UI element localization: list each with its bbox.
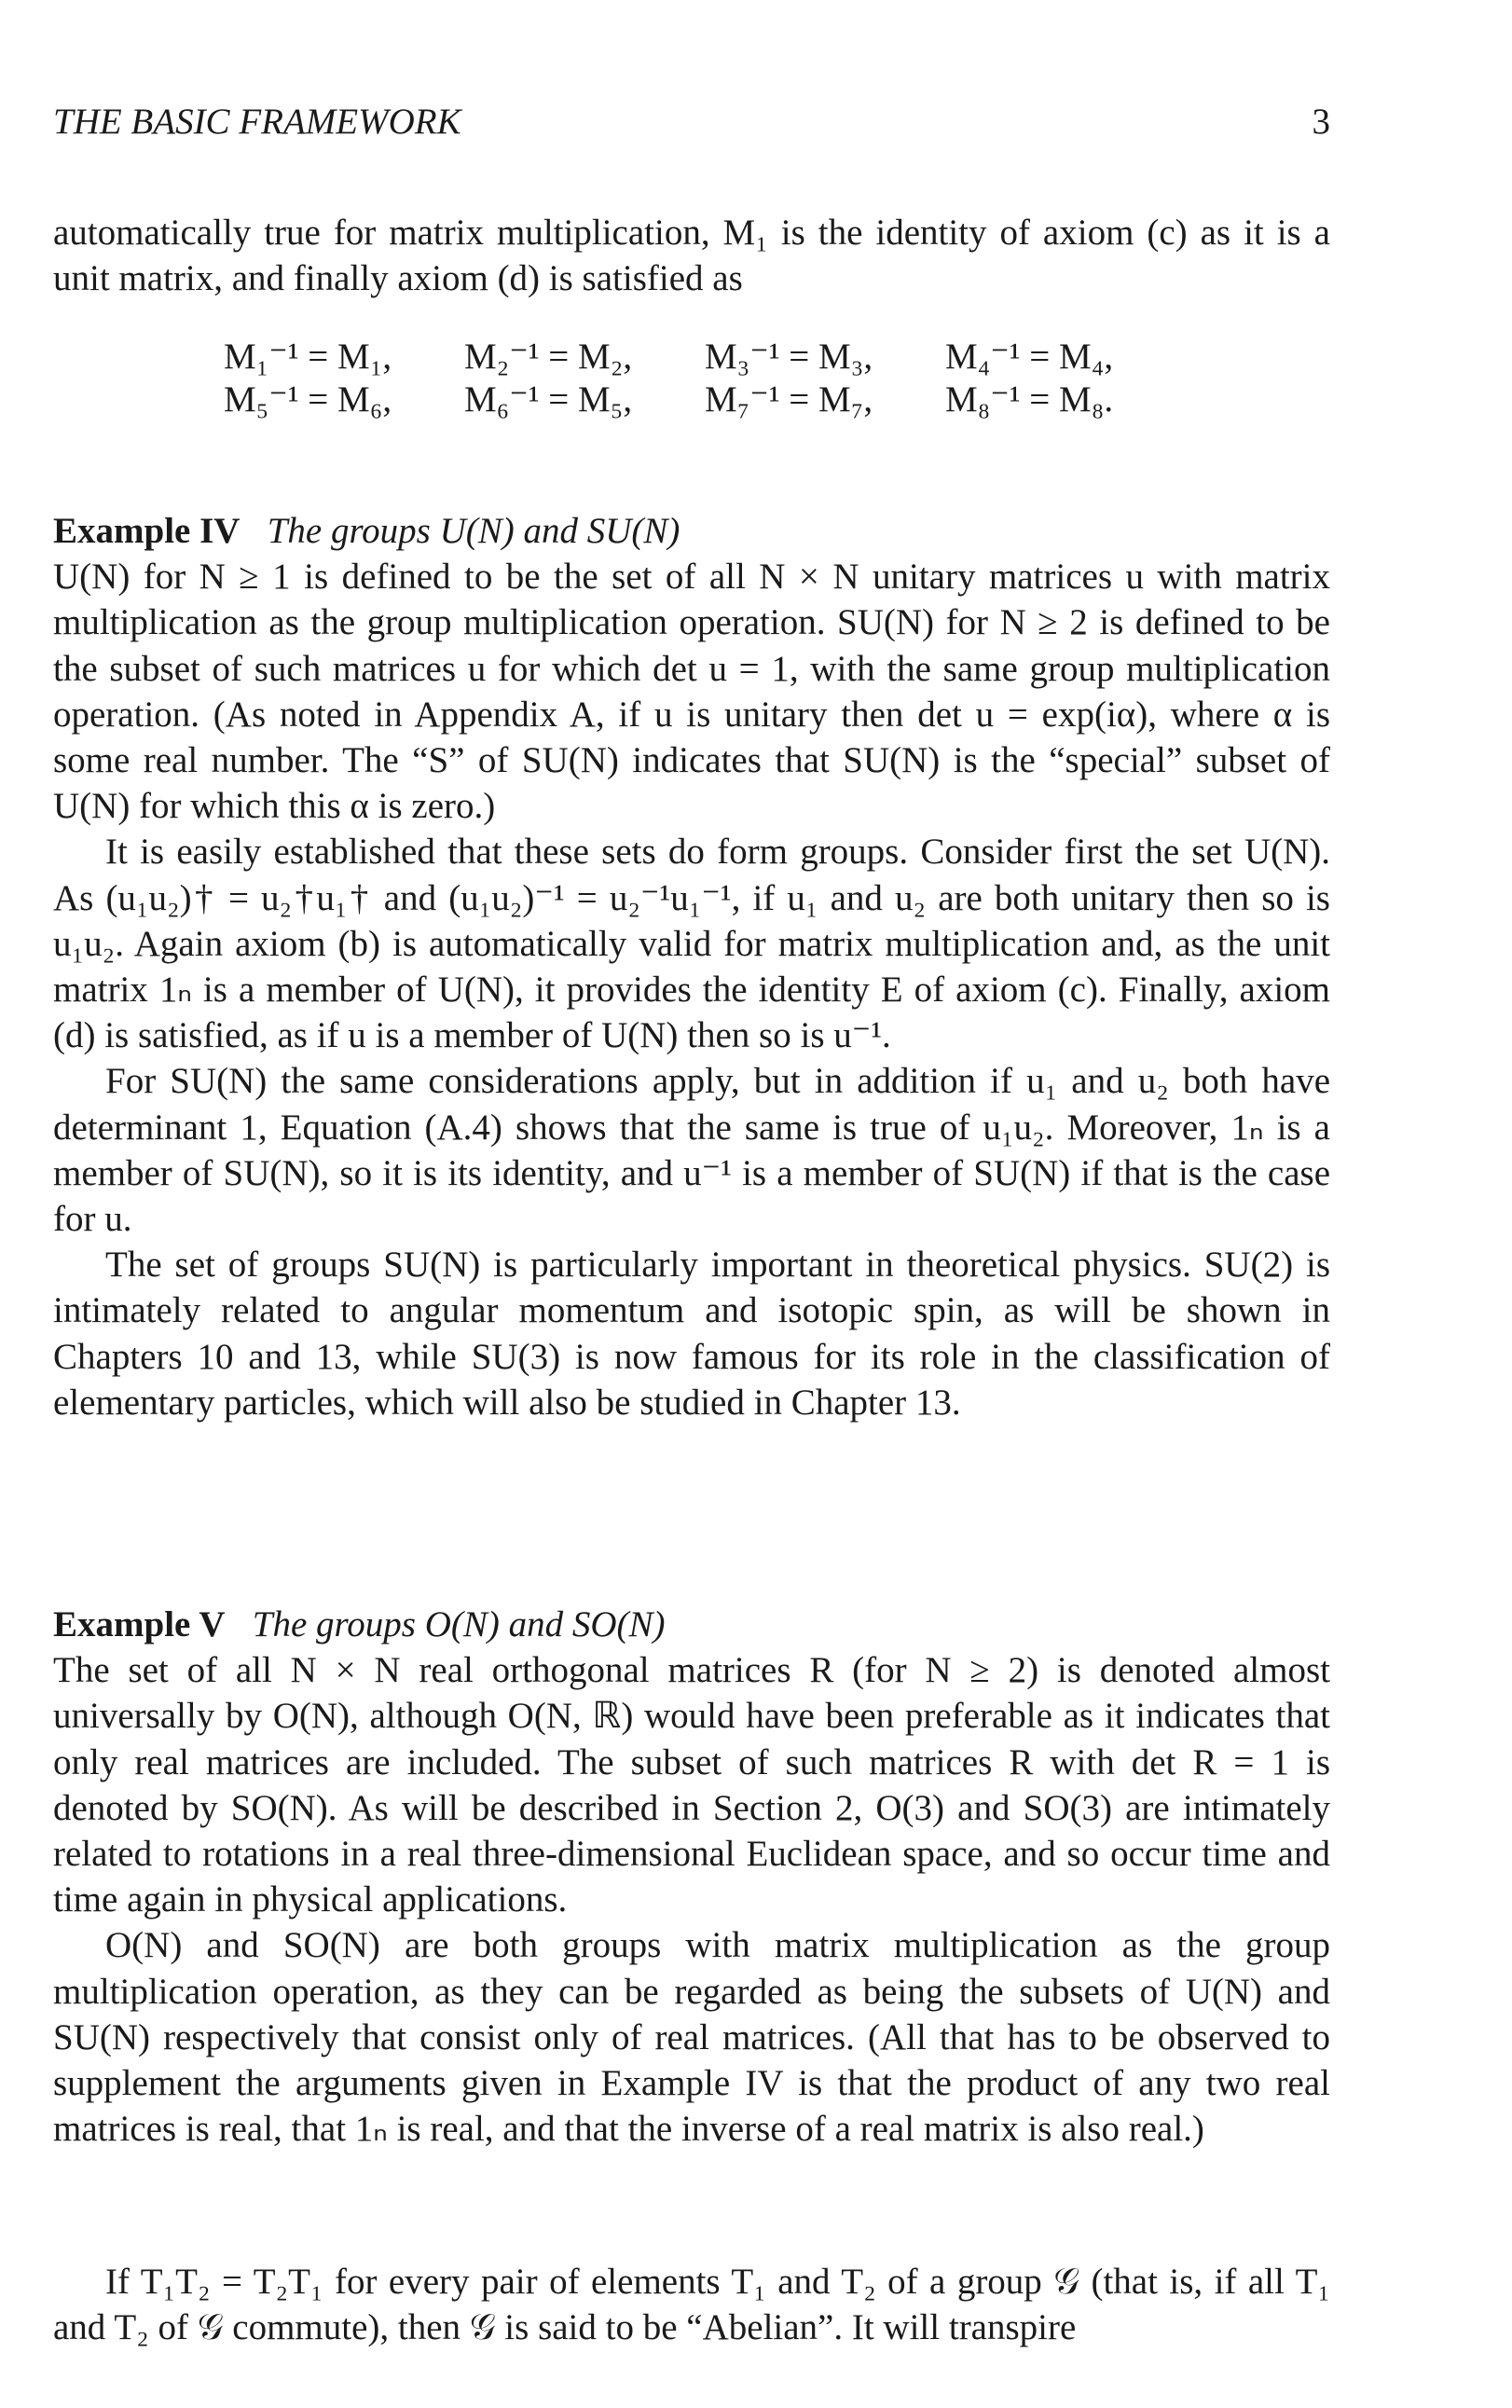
example-iv-heading [53, 508, 1330, 554]
example-iv-label: Example IV [53, 511, 241, 551]
closing-paragraph [53, 2259, 1330, 2350]
equation-row-1 [224, 336, 1249, 378]
equation-m7: M₇⁻¹ = M₇, [705, 379, 873, 420]
equation-m5: M₅⁻¹ = M₆, [224, 379, 392, 420]
example-v-title: The groups O(N) and SO(N) [252, 1604, 666, 1644]
equation-m8: M₈⁻¹ = M₈. [945, 379, 1114, 420]
example-v-label: Example V [53, 1604, 226, 1644]
example-v-heading [53, 1602, 1330, 1647]
equation-m1: M₁⁻¹ = M₁, [224, 337, 392, 377]
page-number: 3 [1312, 102, 1330, 142]
example-v-paragraph-2: O(N) and SO(N) are both groups with matrix multiplication as the group multiplication operation, as they can be regarded as being the subsets of U(N) and SU(N) respectively that consist only of real matrices. (All that has to be observed to supplement the arguments given in Example IV is that the product of any two real matrices is real, that 1ₙ is real, and that the inverse of a real matrix is also real.) [53, 1925, 1330, 2150]
intro-text: automatically true for matrix multiplication, M₁ is the identity of axiom (c) as it is a unit matrix, and finally axiom (d) is satisfied as [53, 213, 1330, 299]
example-iv-paragraph-2: It is easily established that these sets do form groups. Consider first the set U(N). As (u₁u₂)† = u₂†u₁† and (u₁u₂)⁻¹ = u₂⁻¹u₁⁻¹, if u₁ and u₂ are both unitary then so is u₁u₂. Again axiom (b) is automatically valid for matrix multiplication and, as the unit matrix 1ₙ is a member of U(N), it provides the identity E of axiom (c). Finally, axiom (d) is satisfied, as if u is a member of U(N) then so is u⁻¹. [53, 832, 1330, 1056]
example-v-paragraph-1: The set of all N × N real orthogonal matrices R (for N ≥ 2) is denoted almost universally by O(N), although O(N, ℝ) would have been preferable as it indicates that only real matrices are included. The subset of such matrices R with det R = 1 is denoted by SO(N). As will be described in Section 2, O(3) and SO(3) are intimately related to rotations in a real three-dimensional Euclidean space, and so occur time and time again in physical applications. [53, 1650, 1330, 1920]
equation-m6: M₆⁻¹ = M₅, [464, 379, 633, 420]
equation-m2: M₂⁻¹ = M₂, [464, 337, 633, 377]
equation-row-2 [224, 378, 1249, 421]
running-header [53, 101, 1330, 143]
example-iv-paragraph-1: U(N) for N ≥ 1 is defined to be the set of all N × N unitary matrices u with matrix multiplication as the group multiplication operation. SU(N) for N ≥ 2 is defined to be the subset of such matrices u for which det u = 1, with the same group multiplication operation. (As noted in Appendix A, if u is unitary then det u = exp(iα), where α is some real number. The “S” of SU(N) indicates that SU(N) is the “special” subset of U(N) for which this α is zero.) [53, 557, 1330, 827]
running-title: THE BASIC FRAMEWORK [53, 102, 461, 142]
example-iv-paragraph-3: For SU(N) the same considerations apply, but in addition if u₁ and u₂ both have determinant 1, Equation (A.4) shows that the same is true of u₁u₂. Moreover, 1ₙ is a member of SU(N), so it is its identity, and u⁻¹ is a member of SU(N) if that is the case for u. [53, 1061, 1330, 1240]
closing-text: If T₁T₂ = T₂T₁ for every pair of elements T₁ and T₂ of a group 𝒢 (that is, if all T₁ and T₂ of 𝒢 commute), then 𝒢 is said to be “Abelian”. It will transpire [53, 2262, 1330, 2348]
example-iv-title: The groups U(N) and SU(N) [267, 511, 680, 551]
example-iv-paragraph-4: The set of groups SU(N) is particularly important in theoretical physics. SU(2) is intimately related to angular momentum and isotopic spin, as will be shown in Chapters 10 and 13, while SU(3) is now famous for its role in the classification of elementary particles, which will also be studied in Chapter 13. [53, 1245, 1330, 1423]
inverse-equations [224, 336, 1249, 421]
equation-m3: M₃⁻¹ = M₃, [705, 337, 873, 377]
intro-paragraph [53, 210, 1330, 301]
equation-m4: M₄⁻¹ = M₄, [945, 337, 1114, 377]
example-iv [53, 508, 1330, 1425]
example-v [53, 1602, 1330, 2152]
